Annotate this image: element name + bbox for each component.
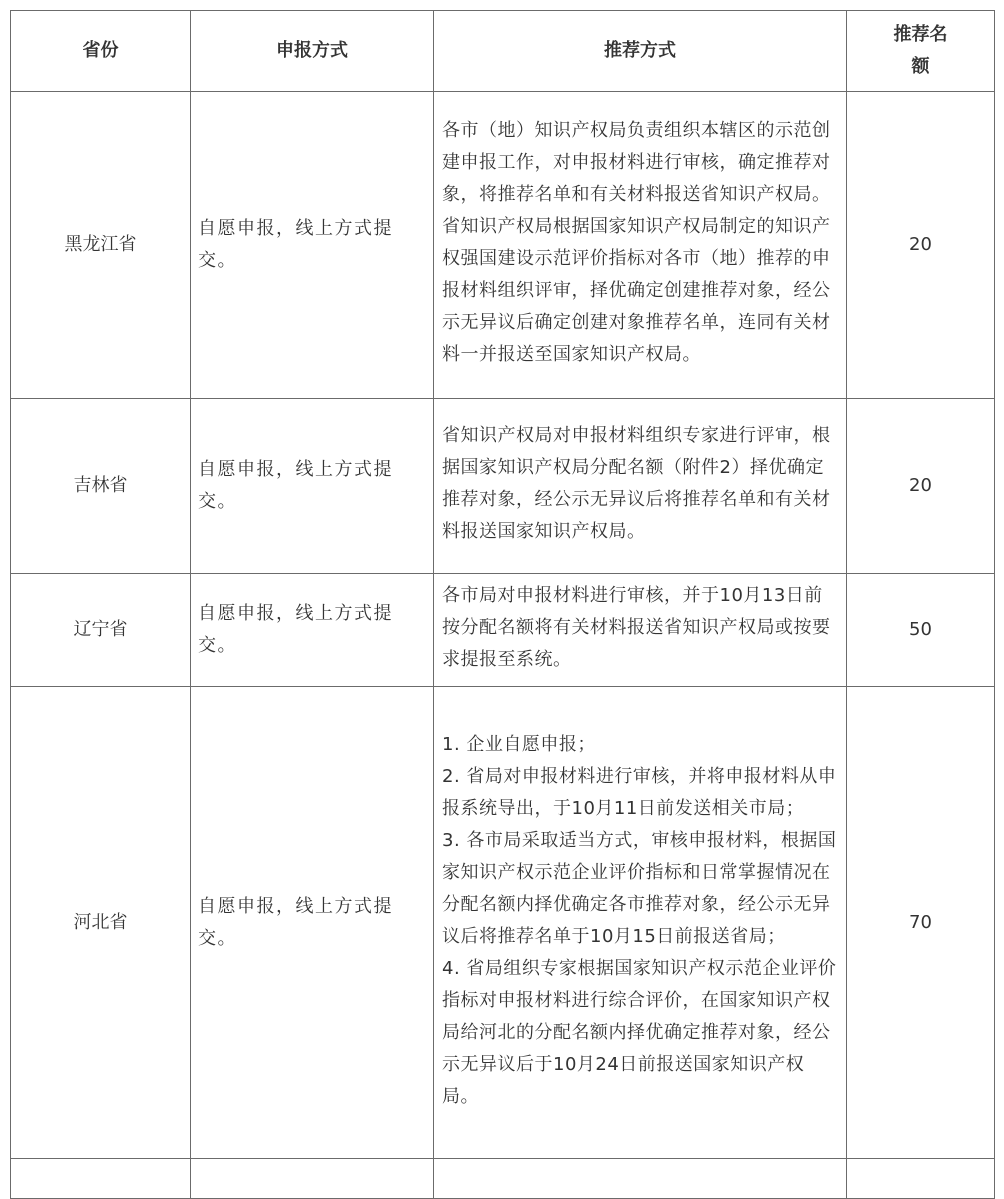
quota-cell: 20 (847, 399, 995, 574)
quota-cell: 20 (847, 92, 995, 399)
header-province: 省份 (11, 11, 191, 92)
province-cell: 辽宁省 (11, 574, 191, 687)
province-cell: 吉林省 (11, 399, 191, 574)
method-cell: 自愿申报，线上方式提交。 (191, 574, 434, 687)
quota-cell: 50 (847, 574, 995, 687)
header-method: 申报方式 (191, 11, 434, 92)
table-row (11, 399, 995, 574)
recommendation-cell: 省知识产权局对申报材料组织专家进行评审，根据国家知识产权局分配名额（附件2）择优确定推荐对象，经公示无异议后将推荐名单和有关材料报送国家知识产权局。 (434, 399, 847, 574)
table-row (11, 92, 995, 399)
quota-cell: 70 (847, 687, 995, 1159)
method-cell: 自愿申报，线上方式提交。 (191, 687, 434, 1159)
recommendation-cell: 各市局对申报材料进行审核，并于10月13日前按分配名额将有关材料报送省知识产权局或按要求提报至系统。 (434, 574, 847, 687)
header-recommendation: 推荐方式 (434, 11, 847, 92)
method-cell: 自愿申报，线上方式提交。 (191, 92, 434, 399)
method-cell: 自愿申报，线上方式提交。 (191, 399, 434, 574)
recommendation-table (10, 10, 995, 1199)
header-row (11, 11, 995, 92)
table-row (11, 687, 995, 1159)
recommendation-cell: 1. 企业自愿申报； 2. 省局对申报材料进行审核，并将申报材料从申报系统导出，于10月11日前发送相关市局； 3. 各市局采取适当方式，审核申报材料，根据国家知识产权示范企业评价指标和日常掌握情况在分配名额内择优确定各市推荐对象，经公示无异议后将推荐名单于10月15日前报送省局； 4. 省局组织专家根据国家知识产权示范企业评价指标对申报材料进行综合评价，在国家知识产权局给河北的分配名额内择优确定推荐对象，经公示无异议后于10月24日前报送国家知识产权局。 (434, 687, 847, 1159)
header-quota: 推荐名额 (847, 11, 995, 92)
table-row (11, 574, 995, 687)
recommendation-cell: 各市（地）知识产权局负责组织本辖区的示范创建申报工作，对申报材料进行审核，确定推荐对象，将推荐名单和有关材料报送省知识产权局。省知识产权局根据国家知识产权局制定的知识产权强国建设示范评价指标对各市（地）推荐的申报材料组织评审，择优确定创建推荐对象，经公示无异议后确定创建对象推荐名单，连同有关材料一并报送至国家知识产权局。 (434, 92, 847, 399)
province-cell: 黑龙江省 (11, 92, 191, 399)
province-cell: 河北省 (11, 687, 191, 1159)
